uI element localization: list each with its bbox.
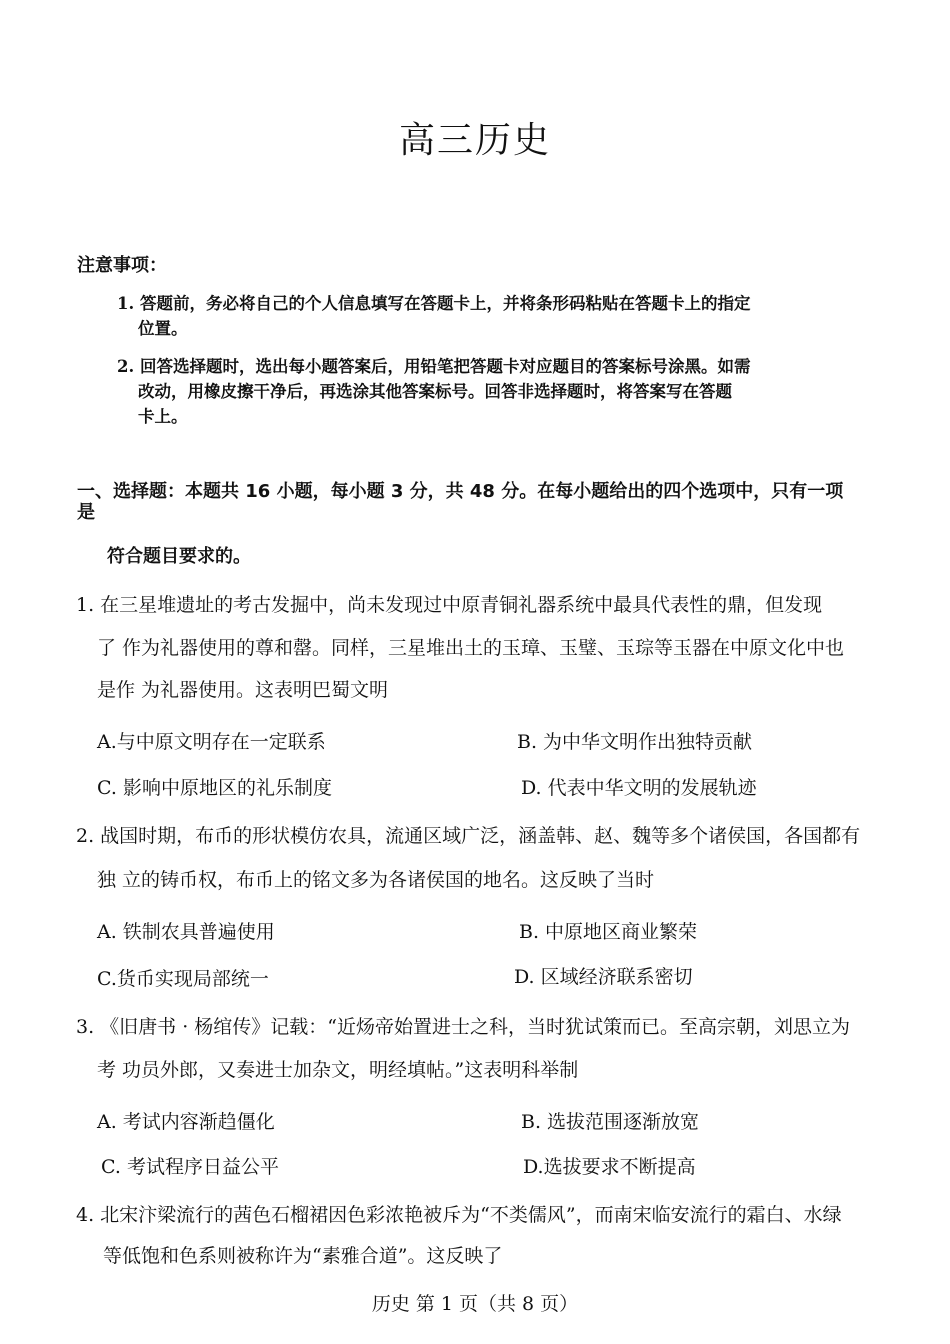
section-heading-line-3: 符合题目要求的。 <box>107 546 251 567</box>
question-1-line-1: 1. 在三星堆遗址的考古发掘中，尚未发现过中原青铜礼器系统中最具代表性的鼎，但发现 <box>76 594 823 616</box>
notice-item-2-line-1: 2. 回答选择题时，选出每小题答案后，用铅笔把答题卡对应题目的答案标号涂黑。如需 <box>117 357 751 376</box>
question-4-line-1: 4. 北宋汴梁流行的茜色石榴裙因色彩浓艳被斥为“不类儒风”，而南宋临安流行的霜白、水绿 <box>76 1204 842 1226</box>
question-1-line-3: 是作 为礼器使用。这表明巴蜀文明 <box>97 679 389 701</box>
page-title: 高三历史 <box>398 120 551 161</box>
section-heading-line-2: 是 <box>77 502 95 523</box>
question-2-option-b: B. 中原地区商业繁荣 <box>519 921 698 943</box>
question-1-option-d: D. 代表中华文明的发展轨迹 <box>521 777 757 799</box>
question-1-option-b: B. 为中华文明作出独特贡献 <box>517 731 753 753</box>
question-3-option-d: D.选拔要求不断提高 <box>523 1156 696 1178</box>
section-heading-line-1: 一、选择题：本题共 16 小题，每小题 3 分，共 48 分。在每小题给出的四个选项中，只有一项 <box>77 481 844 502</box>
question-2-line-1: 2. 战国时期，布币的形状模仿农具，流通区域广泛，涵盖韩、赵、魏等多个诸侯国，各国都有 <box>76 825 861 847</box>
question-1-option-c: C. 影响中原地区的礼乐制度 <box>97 777 332 799</box>
question-2-option-c: C.货币实现局部统一 <box>97 968 269 990</box>
notice-item-1-line-2: 位置。 <box>138 319 188 338</box>
question-3-option-b: B. 选拔范围逐渐放宽 <box>521 1111 700 1133</box>
question-3-option-c: C. 考试程序日益公平 <box>101 1156 279 1178</box>
question-2-option-d: D. 区域经济联系密切 <box>514 966 693 988</box>
question-3-line-1: 3. 《旧唐书 · 杨绾传》记载：“近炀帝始置进士之科，当时犹试策而已。至高宗朝，刘思立为 <box>76 1016 851 1038</box>
question-3-option-a: A. 考试内容渐趋僵化 <box>97 1111 275 1133</box>
question-1-line-2: 了 作为礼器使用的尊和罄。同样，三星堆出土的玉璋、玉璧、玉琮等玉器在中原文化中也 <box>97 637 845 659</box>
question-1-option-a: A.与中原文明存在一定联系 <box>97 731 326 753</box>
question-3-line-2: 考 功员外郎，又奏进士加杂文，明经填帖。”这表明科举制 <box>97 1059 579 1081</box>
notice-item-1-line-1: 1. 答题前，务必将自己的个人信息填写在答题卡上，并将条形码粘贴在答题卡上的指定 <box>117 294 751 313</box>
page-footer: 历史 第 1 页（共 8 页） <box>371 1293 579 1315</box>
notice-item-2-line-2: 改动，用橡皮擦干净后，再选涂其他答案标号。回答非选择题时，将答案写在答题 <box>138 382 732 401</box>
notice-heading: 注意事项： <box>77 255 167 276</box>
question-2-option-a: A. 铁制农具普遍使用 <box>97 921 275 943</box>
question-4-line-2: 等低饱和色系则被称许为“素雅合道”。这反映了 <box>103 1245 503 1267</box>
question-2-line-2: 独 立的铸币权，布币上的铭文多为各诸侯国的地名。这反映了当时 <box>97 869 655 891</box>
notice-item-2-line-3: 卡上。 <box>138 407 188 426</box>
